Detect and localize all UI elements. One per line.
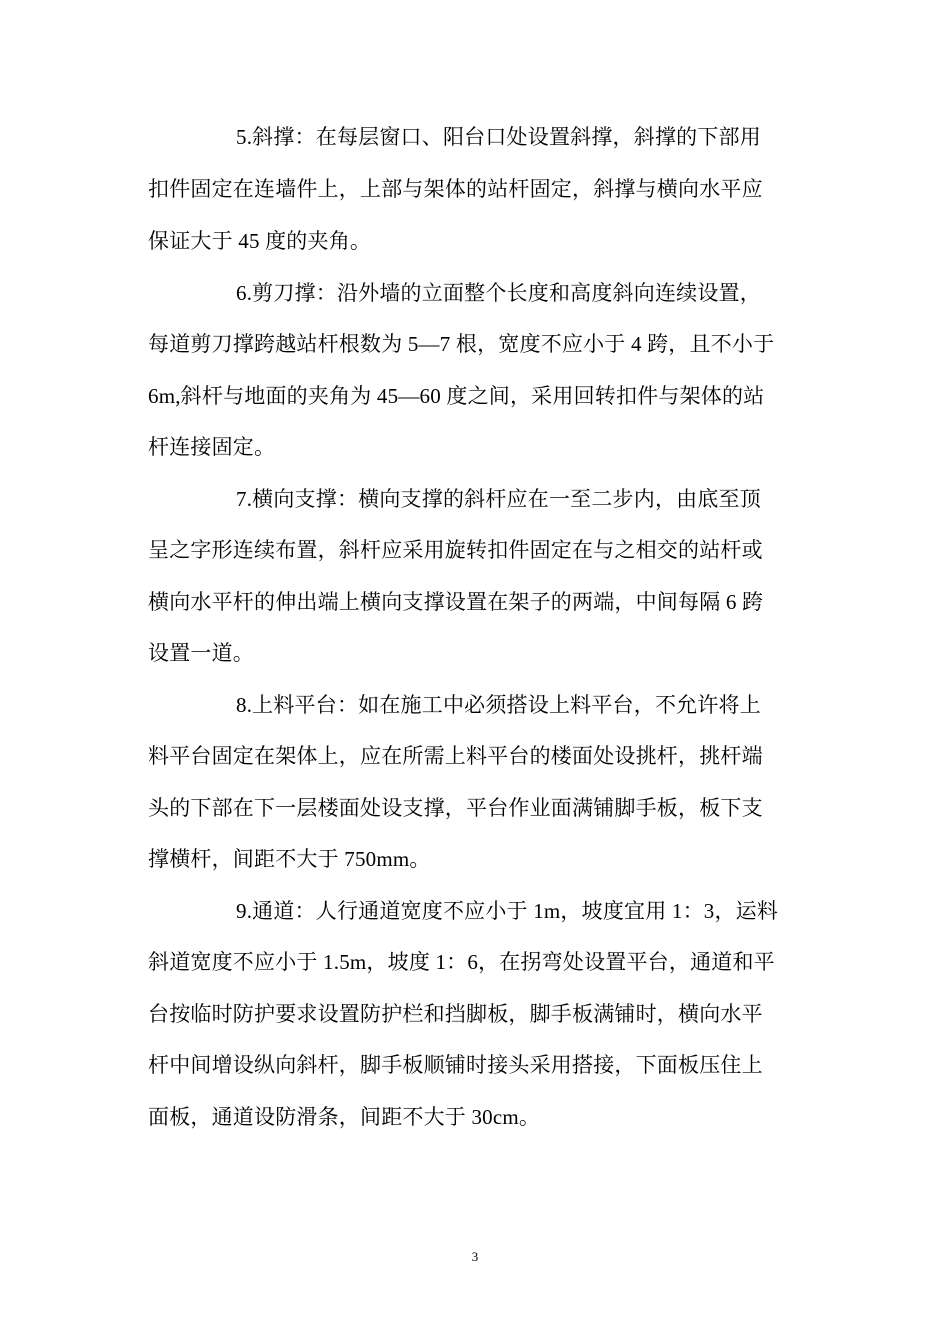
paragraph-6-line-2: 每道剪刀撑跨越站杆根数为 5—7 根，宽度不应小于 4 跨，且不小于	[148, 332, 775, 356]
paragraph-8-line-1: 8.上料平台：如在施工中必须搭设上料平台，不允许将上	[236, 693, 761, 717]
paragraph-6-line-4: 杆连接固定。	[148, 435, 276, 459]
paragraph-9-line-3: 台按临时防护要求设置防护栏和挡脚板，脚手板满铺时，横向水平	[148, 1002, 763, 1026]
paragraph-9-line-5: 面板，通道设防滑条，间距不大于 30cm。	[148, 1105, 541, 1129]
paragraph-5-line-3: 保证大于 45 度的夹角。	[148, 229, 372, 253]
paragraph-7-line-2: 呈之字形连续布置，斜杆应采用旋转扣件固定在与之相交的站杆或	[148, 538, 763, 562]
page-number: 3	[471, 1249, 479, 1264]
paragraph-6-line-1: 6.剪刀撑：沿外墙的立面整个长度和高度斜向连续设置，	[236, 281, 761, 305]
paragraph-8-line-4: 撑横杆，间距不大于 750mm。	[148, 847, 431, 871]
paragraph-7-line-1: 7.横向支撑：横向支撑的斜杆应在一至二步内，由底至顶	[236, 487, 761, 511]
paragraph-8-line-2: 料平台固定在架体上，应在所需上料平台的楼面处设挑杆，挑杆端	[148, 744, 763, 768]
paragraph-6-line-3: 6m,斜杆与地面的夹角为 45—60 度之间，采用回转扣件与架体的站	[148, 384, 765, 408]
paragraph-9-line-1: 9.通道：人行通道宽度不应小于 1m，坡度宜用 1：3，运料	[236, 899, 779, 923]
paragraph-7-line-4: 设置一道。	[148, 641, 254, 665]
paragraph-8-line-3: 头的下部在下一层楼面处设支撑，平台作业面满铺脚手板，板下支	[148, 796, 763, 820]
paragraph-7-line-3: 横向水平杆的伸出端上横向支撑设置在架子的两端，中间每隔 6 跨	[148, 590, 764, 614]
paragraph-5-line-1: 5.斜撑：在每层窗口、阳台口处设置斜撑，斜撑的下部用	[236, 125, 761, 149]
paragraph-9-line-2: 斜道宽度不应小于 1.5m，坡度 1：6，在拐弯处设置平台，通道和平	[148, 950, 775, 974]
paragraph-5-line-2: 扣件固定在连墙件上，上部与架体的站杆固定，斜撑与横向水平应	[148, 177, 763, 201]
paragraph-9-line-4: 杆中间增设纵向斜杆，脚手板顺铺时接头采用搭接，下面板压住上	[148, 1053, 763, 1077]
